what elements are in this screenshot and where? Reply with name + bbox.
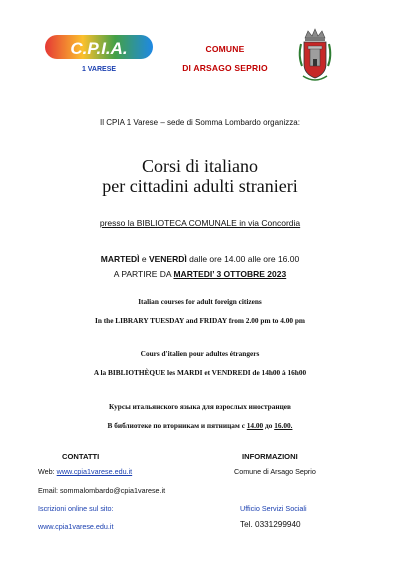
cpia-logo bbox=[43, 31, 155, 77]
cpia-logo-sub: 1 VARESE bbox=[81, 66, 117, 73]
russian-prefix: В библиотеке по вторникам и пятницам с bbox=[107, 421, 247, 430]
contatti-site-link[interactable]: www.cpia1varese.edu.it bbox=[38, 522, 114, 531]
days-and: e bbox=[139, 254, 149, 264]
page-title bbox=[0, 156, 400, 196]
schedule-days bbox=[0, 254, 400, 264]
informazioni-comune: Comune di Arsago Seprio bbox=[234, 467, 316, 476]
schedule-hours: dalle ore 14.00 alle ore 16.00 bbox=[186, 254, 300, 264]
web-link[interactable]: www.cpia1varese.edu.it bbox=[56, 467, 133, 476]
russian-title: Курсы итальянского языка для взрослых иностранцев bbox=[109, 402, 291, 411]
schedule-start bbox=[0, 269, 400, 279]
intro-text: Il CPIA 1 Varese – sede di Somma Lombardo organizza: bbox=[100, 118, 300, 127]
informazioni-ufficio: Ufficio Servizi Sociali bbox=[240, 504, 307, 513]
english-schedule: In the LIBRARY TUESDAY and FRIDAY from 2.00 pm to 4.00 pm bbox=[95, 316, 305, 325]
contatti-header: CONTATTI bbox=[62, 452, 100, 461]
contatti-web bbox=[38, 467, 132, 476]
french-schedule: A la BIBLIOTHÈQUE les MARDI et VENDREDI de 14h00 à 16h00 bbox=[93, 368, 307, 377]
location-text bbox=[0, 218, 400, 228]
comune-line2: DI ARSAGO SEPRIO bbox=[182, 63, 268, 73]
contatti-online: Iscrizioni online sul sito: bbox=[38, 504, 114, 513]
cpia-logo-text: C.P.I.A. bbox=[70, 39, 128, 58]
russian-time-end: 16.00. bbox=[274, 421, 293, 430]
comune-heading bbox=[150, 40, 300, 78]
day-friday: VENERDÌ bbox=[148, 254, 187, 264]
russian-schedule bbox=[0, 421, 400, 430]
french-title: Cours d'italien pour adultes étrangers bbox=[140, 349, 260, 358]
informazioni-header: INFORMAZIONI bbox=[242, 452, 298, 461]
english-title: Italian courses for adult foreign citizens bbox=[138, 297, 262, 306]
russian-time-start: 14.00 bbox=[246, 421, 264, 430]
day-tuesday: MARTEDÌ bbox=[100, 254, 140, 264]
russian-mid: до bbox=[263, 421, 275, 430]
start-prefix: A PARTIRE DA bbox=[113, 269, 174, 279]
title-line2: per cittadini adulti stranieri bbox=[102, 176, 298, 196]
title-line1: Corsi di italiano bbox=[142, 156, 258, 176]
web-label: Web: bbox=[38, 467, 57, 476]
coat-of-arms-icon bbox=[296, 26, 334, 88]
location-link-text: presso la BIBLIOTECA COMUNALE in via Concordia bbox=[99, 218, 301, 228]
informazioni-tel: Tel. 0331299940 bbox=[240, 520, 301, 529]
comune-line1: COMUNE bbox=[205, 44, 245, 54]
start-date: MARTEDI’ 3 OTTOBRE 2023 bbox=[173, 269, 287, 279]
contatti-email[interactable]: Email: sommalombardo@cpia1varese.it bbox=[38, 486, 166, 495]
